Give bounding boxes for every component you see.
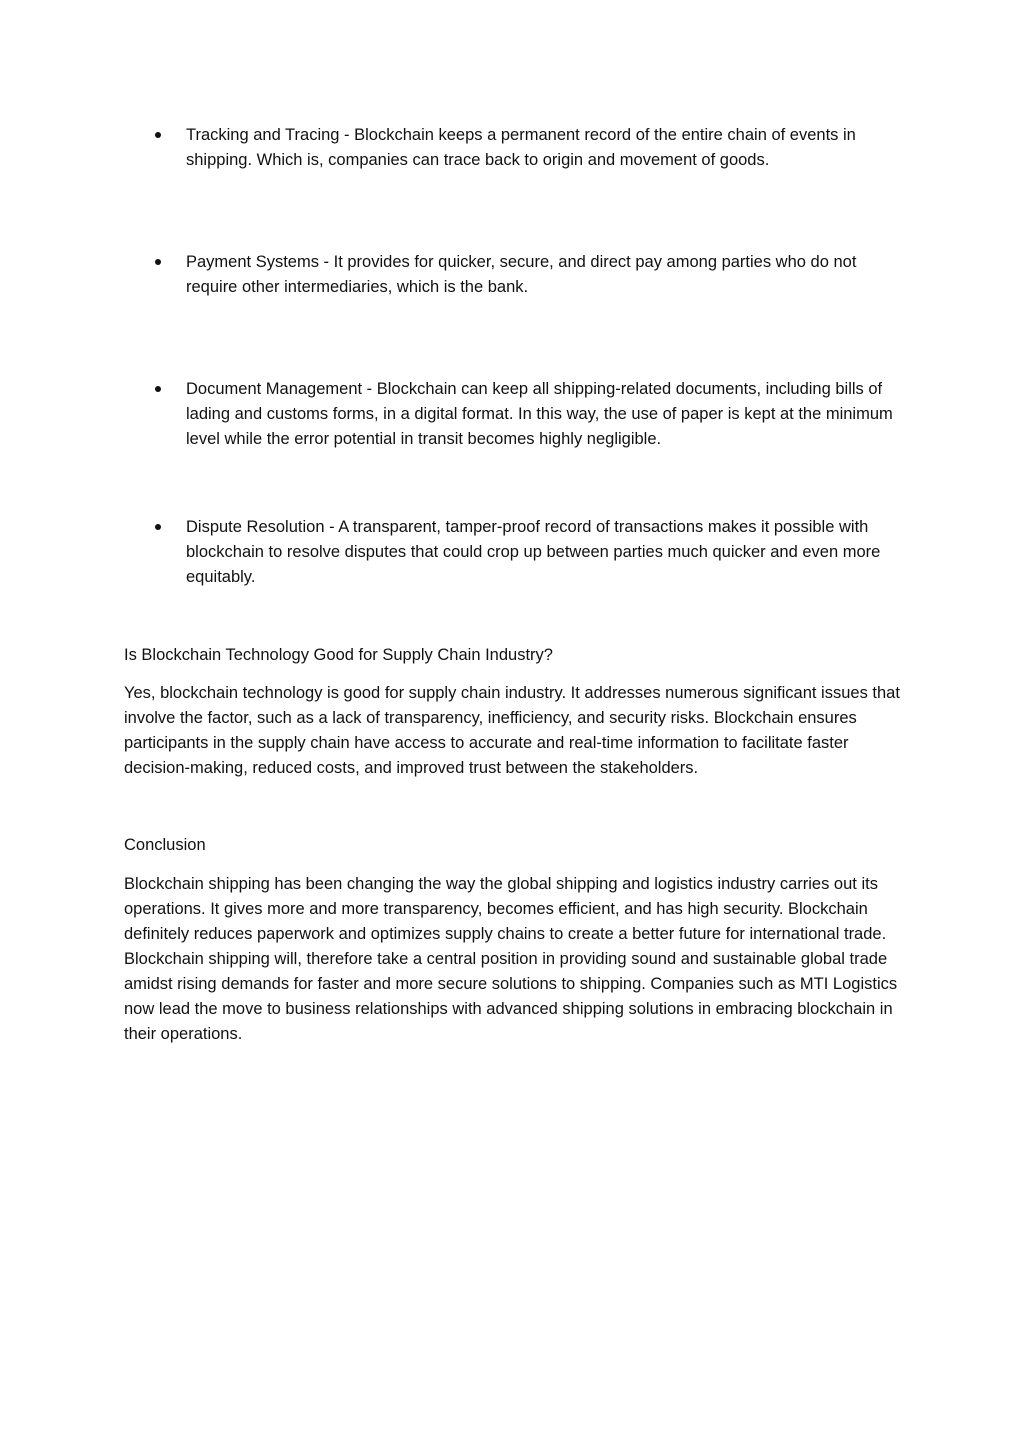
list-item [186, 123, 906, 173]
list-item-text: Tracking and Tracing - Blockchain keeps a permanent record of the entire chain of events in shipping. Which is, companies can trace back to origin and movement of goods. [186, 126, 856, 169]
bullet-icon [155, 524, 161, 530]
list-item-text: Dispute Resolution - A transparent, tamper-proof record of transactions makes it possible with blockchain to resolve disputes that could crop up between parties much quicker and even more equitably. [186, 518, 881, 586]
bullet-icon [155, 259, 161, 265]
bullet-icon [155, 386, 161, 392]
section-heading: Is Blockchain Technology Good for Supply Chain Industry? [124, 646, 553, 664]
list-item [186, 515, 906, 590]
list-item-text: Payment Systems - It provides for quicker, secure, and direct pay among parties who do not require other intermediaries, which is the bank. [186, 253, 857, 296]
conclusion-paragraph: Blockchain shipping has been changing the way the global shipping and logistics industry carries out its operations. It gives more and more transparency, becomes efficient, and has high security. Blockchain definitely reduces paperwork and optimizes supply chains to create a better future for international trade. Blockchain shipping will, therefore take a central position in providing sound and sustainable global trade amidst rising demands for faster and more secure solutions to shipping. Companies such as MTI Logistics now lead the move to business relationships with advanced shipping solutions in embracing blockchain in their operations. [124, 875, 898, 1043]
list-item-text: Document Management - Blockchain can keep all shipping-related documents, including bills of lading and customs forms, in a digital format. In this way, the use of paper is kept at the minimum level while the error potential in transit becomes highly negligible. [186, 380, 893, 448]
bullet-icon [155, 132, 161, 138]
list-item [186, 250, 906, 300]
conclusion-heading: Conclusion [124, 836, 206, 854]
section-paragraph: Yes, blockchain technology is good for supply chain industry. It addresses numerous significant issues that involve the factor, such as a lack of transparency, inefficiency, and security risks. Blockchain ensures participants in the supply chain have access to accurate and real-time information to facilitate faster decision-making, reduced costs, and improved trust between the stakeholders. [124, 684, 900, 777]
list-item [186, 377, 906, 452]
